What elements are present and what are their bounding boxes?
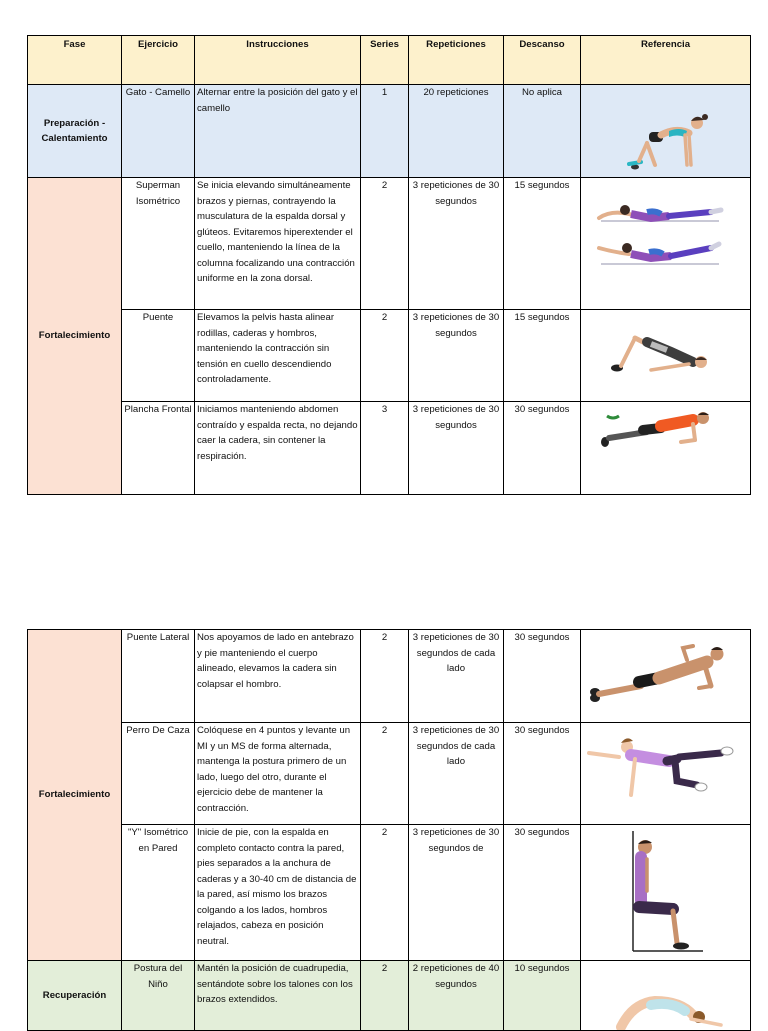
exercise-reference-image [581,310,751,402]
exercise-rest: 30 segundos [504,402,581,495]
exercise-name: Gato - Camello [122,85,195,178]
exercise-rest: 15 segundos [504,310,581,402]
exercise-rest: 30 segundos [504,630,581,723]
header-instrucciones: Instrucciones [195,36,361,85]
exercise-name: Perro De Caza [122,723,195,825]
exercise-series: 2 [361,178,409,310]
exercise-name: Puente [122,310,195,402]
exercise-repetitions: 3 repeticiones de 30 segundos de cada lado [409,630,504,723]
exercise-repetitions: 20 repeticiones [409,85,504,178]
exercise-name: Puente Lateral [122,630,195,723]
phase-fortalecimiento: Fortalecimiento [28,178,122,495]
exercise-name: Plancha Frontal [122,402,195,495]
exercise-series: 2 [361,310,409,402]
header-repeticiones: Repeticiones [409,36,504,85]
phase-recuperacion: Recuperación [28,961,122,1031]
exercise-instructions: Inicie de pie, con la espalda en completo contacto contra la pared, pies separados a la anchura de caderas y a 30-40 cm de distancia de la pared, así mismo los brazos colgando a los lados, hombros relajados, cabeza en posición neutral. [195,825,361,961]
exercise-instructions: Colóquese en 4 puntos y levante un MI y un MS de forma alternada, mantenga la postura primero de un lado, luego del otro, durante el ejercicio debe de mantener la contracción. [195,723,361,825]
side-plank-figure-icon [581,630,750,722]
bridge-figure-icon [581,310,750,401]
exercise-name: Postura del Niño [122,961,195,1031]
exercise-repetitions: 3 repeticiones de 30 segundos de [409,825,504,961]
phase-fortalecimiento: Fortalecimiento [28,630,122,961]
superman-figure-icon [581,178,750,309]
table-row [28,723,751,825]
exercise-repetitions: 3 repeticiones de 30 segundos [409,178,504,310]
table-row [28,825,751,961]
exercise-series: 3 [361,402,409,495]
header-fase: Fase [28,36,122,85]
exercise-rest: 10 segundos [504,961,581,1031]
exercise-repetitions: 3 repeticiones de 30 segundos [409,310,504,402]
bird-dog-figure-icon [581,723,750,824]
header-series: Series [361,36,409,85]
exercise-reference-image [581,961,751,1031]
exercise-rest: 30 segundos [504,723,581,825]
exercise-repetitions: 3 repeticiones de 30 segundos [409,402,504,495]
phase-preparacion: Preparación - Calentamiento [28,85,122,178]
exercise-instructions: Se inicia elevando simultáneamente brazos y piernas, contrayendo la musculatura de la espalda dorsal y glúteos. Evitaremos hiperextender el cuello, manteniendo la línea de la columna focalizando una contracción uniforme en la zona dorsal. [195,178,361,310]
table-row [28,178,751,310]
table-row [28,630,751,723]
exercise-series: 2 [361,723,409,825]
exercise-reference-image [581,723,751,825]
table-header-row [28,36,751,85]
exercise-reference-image [581,825,751,961]
exercise-name: "Y" Isométrico en Pared [122,825,195,961]
exercise-repetitions: 2 repeticiones de 40 segundos [409,961,504,1031]
exercise-series: 2 [361,825,409,961]
header-referencia: Referencia [581,36,751,85]
exercise-reference-image [581,178,751,310]
exercise-rest: No aplica [504,85,581,178]
table-row [28,85,751,178]
header-descanso: Descanso [504,36,581,85]
exercise-instructions: Iniciamos manteniendo abdomen contraído y espalda recta, no dejando caer la cadera, sin contener la respiración. [195,402,361,495]
wall-sit-figure-icon [581,825,750,960]
exercise-table-bottom [27,629,751,1031]
header-ejercicio: Ejercicio [122,36,195,85]
child-pose-figure-icon [581,961,750,1030]
exercise-series: 2 [361,630,409,723]
cat-camel-figure-icon [581,85,750,177]
table-row [28,402,751,495]
plank-figure-icon [581,402,750,494]
exercise-instructions: Elevamos la pelvis hasta alinear rodillas, caderas y hombros, manteniendo la contracción sin tensión en cuello descendiendo controladamente. [195,310,361,402]
exercise-instructions: Mantén la posición de cuadrupedia, sentándote sobre los talones con los brazos extendidos. [195,961,361,1031]
exercise-reference-image [581,85,751,178]
exercise-instructions: Alternar entre la posición del gato y el camello [195,85,361,178]
exercise-series: 1 [361,85,409,178]
exercise-instructions: Nos apoyamos de lado en antebrazo y pie manteniendo el cuerpo alineado, elevamos la cadera sin colapsar el hombro. [195,630,361,723]
exercise-reference-image [581,402,751,495]
exercise-series: 2 [361,961,409,1031]
exercise-table-top [27,35,751,495]
exercise-repetitions: 3 repeticiones de 30 segundos de cada lado [409,723,504,825]
exercise-rest: 15 segundos [504,178,581,310]
exercise-name: Superman Isométrico [122,178,195,310]
exercise-reference-image [581,630,751,723]
exercise-rest: 30 segundos [504,825,581,961]
table-row [28,310,751,402]
table-row [28,961,751,1031]
